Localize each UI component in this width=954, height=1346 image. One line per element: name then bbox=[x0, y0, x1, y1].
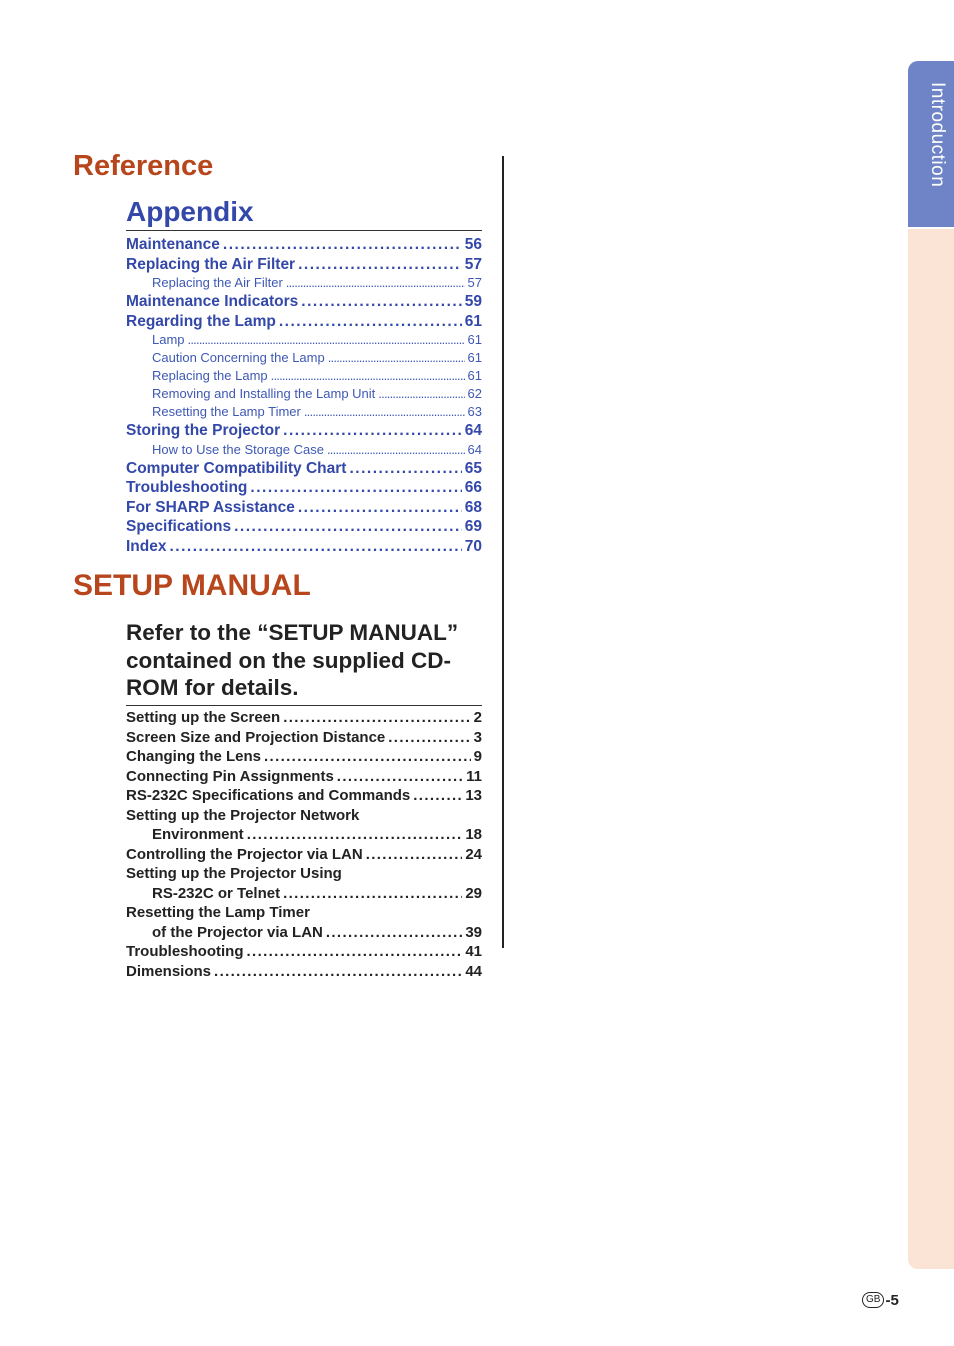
toc-entry-label: Replacing the Air Filter bbox=[126, 255, 296, 273]
toc-entry-page: 13 bbox=[465, 787, 482, 804]
toc-entry[interactable] bbox=[126, 386, 482, 404]
toc-entry-page: 59 bbox=[464, 293, 482, 310]
toc-entry[interactable] bbox=[126, 709, 482, 729]
side-strip bbox=[908, 229, 954, 1269]
reference-heading: Reference bbox=[73, 150, 214, 182]
toc-entry[interactable] bbox=[126, 787, 482, 807]
toc-entry-label: Troubleshooting bbox=[126, 479, 248, 496]
toc-entry-page: 61 bbox=[464, 312, 482, 330]
side-tab-label: Introduction bbox=[927, 82, 948, 188]
toc-entry[interactable] bbox=[126, 807, 482, 827]
toc-dot-leader bbox=[247, 826, 463, 843]
toc-dot-leader bbox=[326, 924, 462, 941]
toc-entry-page: 66 bbox=[464, 479, 482, 496]
setup-manual-note: Refer to the “SETUP MANUAL” contained on the supplied CD-ROM for details. bbox=[126, 619, 482, 706]
toc-entry[interactable] bbox=[126, 768, 482, 788]
toc-entry-label: Screen Size and Projection Distance bbox=[126, 728, 386, 746]
toc-entry-label: Setting up the Projector Network bbox=[126, 806, 360, 824]
toc-entry-page: 11 bbox=[466, 767, 482, 785]
toc-entry-page: 61 bbox=[467, 350, 482, 365]
toc-entry[interactable] bbox=[126, 442, 482, 460]
toc-dot-leader bbox=[169, 538, 461, 556]
toc-dot-leader bbox=[214, 963, 462, 980]
appendix-title: Appendix bbox=[126, 196, 482, 231]
toc-entry-label: Setting up the Projector Using bbox=[126, 865, 342, 882]
toc-entry-page: 24 bbox=[465, 845, 482, 863]
toc-entry-label: Index bbox=[126, 537, 167, 555]
toc-entry-page: 57 bbox=[464, 255, 482, 273]
toc-dot-leader bbox=[234, 518, 462, 536]
toc-entry-label: Troubleshooting bbox=[126, 943, 244, 960]
toc-entry[interactable] bbox=[126, 963, 482, 983]
toc-entry[interactable] bbox=[126, 518, 482, 538]
toc-dot-leader bbox=[304, 404, 465, 419]
toc-entry-label: Removing and Installing the Lamp Unit bbox=[152, 386, 376, 401]
toc-entry-label: Dimensions bbox=[126, 962, 212, 980]
toc-entry-label: RS-232C or Telnet bbox=[152, 884, 281, 902]
toc-entry-page: 62 bbox=[467, 386, 482, 401]
column-divider bbox=[502, 156, 504, 948]
toc-entry-page: 61 bbox=[467, 332, 482, 347]
toc-entry-label: Maintenance bbox=[126, 236, 220, 253]
toc-entry-page: 57 bbox=[467, 275, 482, 290]
toc-entry-label: of the Projector via LAN bbox=[152, 923, 323, 941]
toc-entry[interactable] bbox=[126, 293, 482, 313]
toc-entry-page: 64 bbox=[467, 441, 482, 457]
toc-dot-leader bbox=[298, 256, 462, 274]
toc-entry[interactable] bbox=[126, 479, 482, 499]
toc-dot-leader bbox=[247, 943, 463, 960]
toc-entry-label: Changing the Lens bbox=[126, 748, 261, 765]
toc-entry-page: 39 bbox=[465, 923, 482, 941]
toc-entry-label: Resetting the Lamp Timer bbox=[126, 904, 310, 921]
toc-entry-label: Controlling the Projector via LAN bbox=[126, 845, 363, 863]
toc-dot-leader bbox=[366, 846, 463, 863]
toc-dot-leader bbox=[328, 350, 465, 365]
toc-dot-leader bbox=[378, 386, 464, 401]
toc-entry-page: 41 bbox=[465, 943, 482, 960]
toc-entry[interactable] bbox=[126, 846, 482, 866]
toc-entry[interactable] bbox=[126, 256, 482, 276]
toc-dot-leader bbox=[223, 236, 462, 254]
toc-entry[interactable] bbox=[126, 748, 482, 768]
toc-entry[interactable] bbox=[126, 275, 482, 293]
toc-entry-label: Regarding the Lamp bbox=[126, 312, 276, 330]
toc-entry[interactable] bbox=[126, 538, 482, 558]
toc-dot-leader bbox=[349, 460, 461, 478]
toc-dot-leader bbox=[327, 442, 465, 457]
toc-dot-leader bbox=[388, 729, 470, 746]
toc-entry[interactable] bbox=[126, 885, 482, 905]
toc-entry-label: Setting up the Screen bbox=[126, 709, 281, 726]
toc-dot-leader bbox=[279, 313, 462, 331]
toc-entry-label: Replacing the Air Filter bbox=[152, 275, 283, 290]
toc-dot-leader bbox=[250, 479, 461, 497]
toc-entry-label: RS-232C Specifications and Commands bbox=[126, 787, 411, 804]
toc-entry[interactable] bbox=[126, 422, 482, 442]
toc-entry[interactable] bbox=[126, 313, 482, 333]
toc-dot-leader bbox=[413, 787, 462, 804]
toc-entry-label: Lamp bbox=[152, 332, 185, 347]
toc-dot-leader bbox=[271, 368, 465, 383]
toc-entry[interactable] bbox=[126, 924, 482, 944]
toc-entry-page: 9 bbox=[473, 748, 482, 765]
toc-entry-page: 70 bbox=[464, 537, 482, 555]
toc-entry-page: 44 bbox=[465, 962, 482, 980]
toc-dot-leader bbox=[283, 709, 470, 726]
toc-entry-label: Caution Concerning the Lamp bbox=[152, 350, 325, 365]
toc-entry-label: Specifications bbox=[126, 518, 232, 535]
toc-entry-label: For SHARP Assistance bbox=[126, 498, 295, 516]
setup-manual-toc bbox=[126, 709, 482, 982]
toc-dot-leader bbox=[188, 332, 465, 347]
toc-dot-leader bbox=[301, 293, 461, 311]
toc-entry-label: Connecting Pin Assignments bbox=[126, 767, 334, 785]
toc-entry-label: Replacing the Lamp bbox=[152, 368, 268, 383]
toc-dot-leader bbox=[286, 275, 465, 290]
toc-entry[interactable] bbox=[126, 236, 482, 256]
toc-entry-page: 69 bbox=[464, 518, 482, 535]
page-number bbox=[862, 1291, 899, 1309]
setup-manual-heading: SETUP MANUAL bbox=[73, 569, 311, 602]
toc-entry[interactable] bbox=[126, 368, 482, 386]
toc-dot-leader bbox=[283, 885, 462, 902]
toc-entry-page: 65 bbox=[464, 459, 482, 477]
toc-entry-label: Resetting the Lamp Timer bbox=[152, 404, 301, 419]
appendix-toc bbox=[126, 236, 482, 557]
toc-entry[interactable] bbox=[126, 729, 482, 749]
toc-entry-page: 2 bbox=[473, 709, 482, 726]
toc-entry-label: Environment bbox=[152, 826, 244, 843]
toc-entry[interactable] bbox=[126, 943, 482, 963]
toc-entry[interactable] bbox=[126, 350, 482, 368]
toc-entry[interactable] bbox=[126, 460, 482, 480]
toc-entry-label: Computer Compatibility Chart bbox=[126, 459, 347, 477]
toc-entry[interactable] bbox=[126, 332, 482, 350]
page-number-suffix: -5 bbox=[885, 1291, 899, 1309]
toc-entry-page: 68 bbox=[464, 498, 482, 516]
toc-entry[interactable] bbox=[126, 826, 482, 846]
toc-entry-label: Maintenance Indicators bbox=[126, 293, 299, 310]
toc-entry-page: 56 bbox=[464, 236, 482, 253]
toc-entry-page: 63 bbox=[467, 404, 482, 419]
toc-entry-page: 64 bbox=[464, 422, 482, 439]
toc-entry-label: Storing the Projector bbox=[126, 422, 281, 439]
toc-entry[interactable] bbox=[126, 404, 482, 422]
toc-entry-page: 18 bbox=[465, 826, 482, 843]
toc-entry[interactable] bbox=[126, 499, 482, 519]
toc-dot-leader bbox=[337, 768, 463, 785]
toc-dot-leader bbox=[298, 499, 462, 517]
toc-entry[interactable] bbox=[126, 865, 482, 885]
region-badge: GB bbox=[862, 1292, 884, 1308]
toc-entry[interactable] bbox=[126, 904, 482, 924]
toc-entry-page: 3 bbox=[473, 728, 482, 746]
toc-dot-leader bbox=[264, 748, 471, 765]
toc-entry-page: 61 bbox=[467, 368, 482, 383]
toc-dot-leader bbox=[283, 422, 462, 440]
toc-entry-page: 29 bbox=[465, 884, 482, 902]
toc-entry-label: How to Use the Storage Case bbox=[152, 441, 324, 457]
